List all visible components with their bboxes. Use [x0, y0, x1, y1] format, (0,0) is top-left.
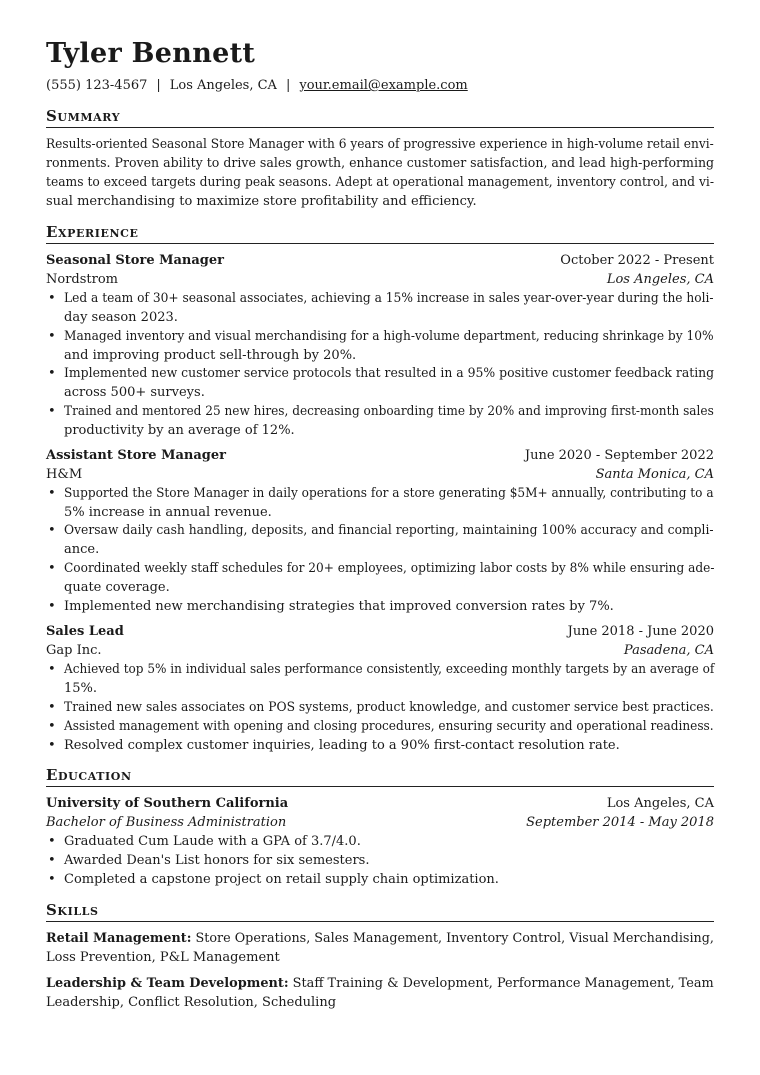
job-subheader: [46, 465, 714, 484]
job-dates: October 2022 - Present: [560, 253, 714, 268]
degree: Bachelor of Business Administration: [46, 815, 287, 830]
skill-label: Leadership & Team Development:: [46, 976, 289, 991]
job-dates: June 2020 - September 2022: [524, 448, 714, 463]
bullet-text: Completed a capstone project on retail supply chain optimization.: [64, 872, 499, 887]
school-location: Los Angeles, CA: [606, 796, 714, 811]
job-subheader: [46, 270, 714, 289]
contact-line: [46, 77, 468, 95]
job-header: [46, 251, 714, 270]
bullet-text: Supported the Store Manager in daily operations for a store generating $5M+ annually, contributing to a: [64, 486, 714, 501]
job-dates: June 2018 - June 2020: [567, 624, 714, 639]
section-title-summary: Summary: [46, 107, 714, 128]
summary-line: sual merchandising to maximize store profitability and efficiency.: [46, 194, 477, 209]
summary-line: ronments. Proven ability to drive sales growth, enhance customer satisfaction, and lead high-performing: [46, 156, 715, 171]
bullet-text: Implemented new merchandising strategies that improved conversion rates by 7%.: [64, 599, 614, 614]
bullet-icon: •: [48, 329, 56, 344]
skill-list: Leadership, Conflict Resolution, Scheduling: [46, 995, 337, 1010]
bullet-text: and improving product sell-through by 20%.: [64, 348, 357, 363]
job-role: Sales Lead: [46, 624, 124, 639]
bullet-text: Trained and mentored 25 new hires, decreasing onboarding time by 20% and improving first-month sales: [64, 404, 714, 419]
skill-list: Loss Prevention, P&L Management: [46, 950, 280, 965]
job-role: Seasonal Store Manager: [46, 253, 225, 268]
job-subheader: [46, 641, 714, 660]
bullet-text: Trained new sales associates on POS systems, product knowledge, and customer service best practices.: [64, 700, 714, 715]
skill-list: Staff Training & Development, Performance Management, Team: [288, 976, 714, 991]
section-title-experience: Experience: [46, 223, 714, 244]
bullet-text: 5% increase in annual revenue.: [64, 505, 272, 520]
bullet-icon: •: [48, 291, 56, 306]
bullet-text: productivity by an average of 12%.: [64, 423, 295, 438]
bullet-text: day season 2023.: [64, 310, 178, 325]
bullet-text: ance.: [64, 542, 100, 557]
job-company: Nordstrom: [46, 272, 119, 287]
section-title-education: Education: [46, 766, 714, 787]
bullet-icon: •: [48, 834, 56, 849]
summary-line: teams to exceed targets during peak seasons. Adept at operational management, inventory control, and vi-: [46, 175, 715, 190]
skill-group: [46, 929, 714, 948]
education-header: [46, 794, 714, 813]
job-role: Assistant Store Manager: [46, 448, 227, 463]
email-link[interactable]: your.email@example.com: [299, 78, 468, 93]
bullet-text: 15%.: [64, 681, 98, 696]
bullet-text: Coordinated weekly staff schedules for 20+ employees, optimizing labor costs by 8% while ensuring ade-: [64, 561, 715, 576]
job-company: Gap Inc.: [46, 643, 102, 658]
bullet-text: Graduated Cum Laude with a GPA of 3.7/4.0.: [64, 834, 361, 849]
bullet-icon: •: [48, 872, 56, 887]
skill-list: Store Operations, Sales Management, Inventory Control, Visual Merchandising,: [191, 931, 714, 946]
section-title-skills: Skills: [46, 901, 714, 922]
school-name: University of Southern California: [46, 796, 289, 811]
separator: |: [285, 78, 291, 93]
bullet-text: Resolved complex customer inquiries, leading to a 90% first-contact resolution rate.: [64, 738, 620, 753]
bullet-text: Oversaw daily cash handling, deposits, and financial reporting, maintaining 100% accuracy and compli-: [64, 523, 714, 538]
job-location: Pasadena, CA: [623, 643, 714, 658]
separator: |: [156, 78, 161, 93]
job-location: Santa Monica, CA: [595, 467, 714, 482]
bullet-icon: •: [48, 366, 56, 381]
bullet-text: Achieved top 5% in individual sales performance consistently, exceeding monthly targets by an average of: [64, 662, 715, 677]
job-header: [46, 446, 714, 465]
bullet-icon: •: [48, 738, 56, 753]
location: Los Angeles, CA: [169, 78, 277, 93]
bullet-icon: •: [48, 404, 56, 419]
bullet-icon: •: [48, 662, 56, 677]
bullet-icon: •: [48, 853, 56, 868]
education-subheader: [46, 813, 714, 832]
education-dates: September 2014 - May 2018: [526, 815, 714, 830]
summary-line: Results-oriented Seasonal Store Manager with 6 years of progressive experience in high-volume retail envi-: [46, 137, 714, 152]
bullet-text: quate coverage.: [64, 580, 170, 595]
bullet-text: Managed inventory and visual merchandising for a high-volume department, reducing shrinkage by 10%: [64, 329, 714, 344]
job-company: H&M: [46, 467, 83, 482]
job-location: Los Angeles, CA: [606, 272, 714, 287]
bullet-text: Awarded Dean's List honors for six semesters.: [64, 853, 370, 868]
bullet-text: Implemented new customer service protocols that resulted in a 95% positive customer feedback rating: [64, 366, 715, 381]
bullet-text: Led a team of 30+ seasonal associates, achieving a 15% increase in sales year-over-year during the holi-: [64, 291, 714, 306]
bullet-icon: •: [48, 486, 56, 501]
bullet-icon: •: [48, 523, 56, 538]
skill-group: [46, 974, 714, 993]
candidate-name: Tyler Bennett: [46, 38, 256, 69]
bullet-icon: •: [48, 700, 56, 715]
bullet-icon: •: [48, 599, 56, 614]
phone-number: (555) 123-4567: [46, 78, 148, 93]
bullet-icon: •: [48, 719, 56, 734]
bullet-text: across 500+ surveys.: [64, 385, 205, 400]
bullet-text: Assisted management with opening and closing procedures, ensuring security and operational readiness.: [64, 719, 714, 734]
skill-label: Retail Management:: [46, 931, 192, 946]
job-header: [46, 622, 714, 641]
bullet-icon: •: [48, 561, 56, 576]
